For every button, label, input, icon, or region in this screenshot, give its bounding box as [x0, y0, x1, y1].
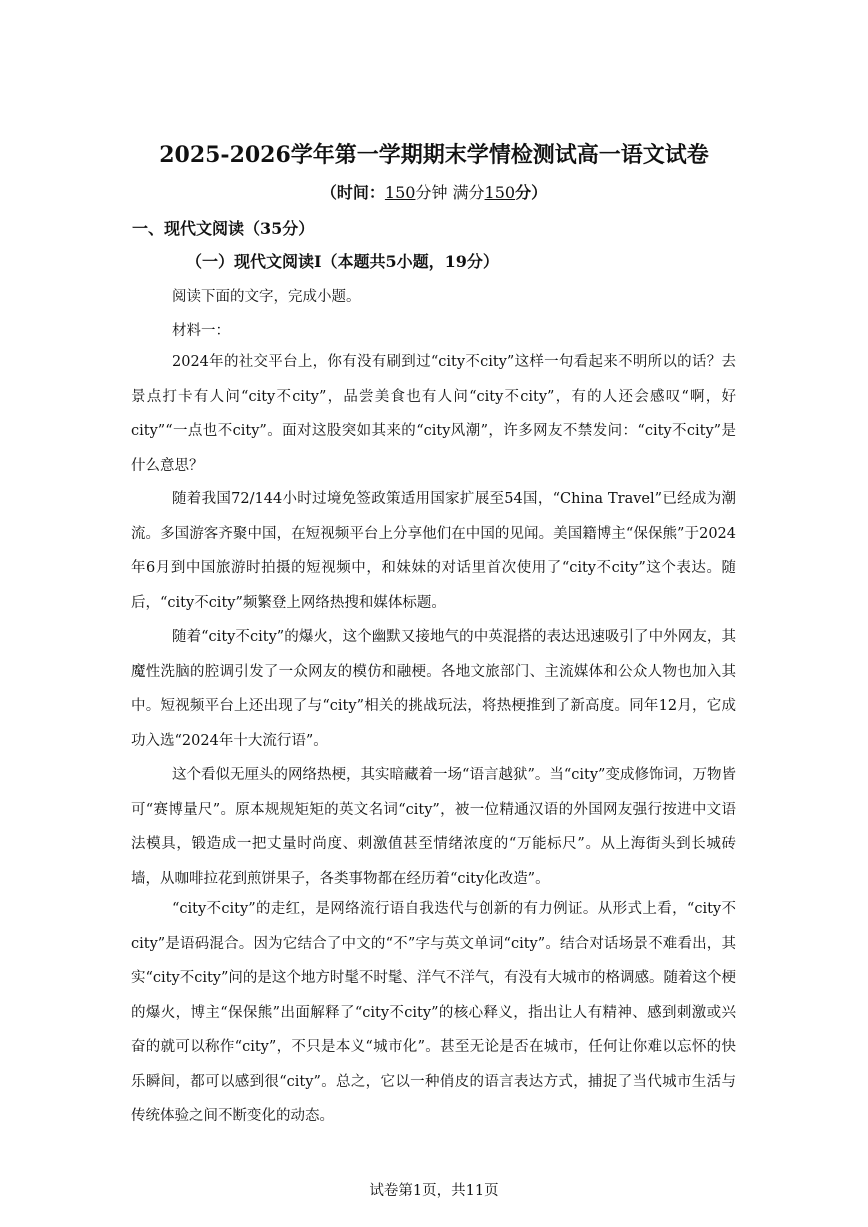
reading-instruction: 阅读下面的文字，完成小题。	[172, 289, 361, 305]
paragraph-2: 随着我国72/144小时过境免签政策适用国家扩展至54国，“China Travel”已经成为潮流。多国游客齐聚中国，在短视频平台上分享他们在中国的见闻。美国籍博主“保保熊”于2024年6月到中国旅游时拍摄的短视频中，和妹妹的对话里首次使用了“city不city”这个表达。随后，“city不city”频繁登上网络热搜和媒体标题。	[131, 491, 736, 611]
paragraph-3: 随着“city不city”的爆火，这个幽默又接地气的中英混搭的表达迅速吸引了中外网友，其魔性洗脑的腔调引发了一众网友的模仿和融梗。各地文旅部门、主流媒体和公众人物也加入其中。短视频平台上还出现了与“city”相关的挑战玩法，将热梗推到了新高度。同年12月，它成功入选“2024年十大流行语”。	[131, 629, 736, 749]
exam-time-and-score	[0, 180, 868, 203]
section-heading: 一、现代文阅读（35分）	[132, 219, 315, 238]
paragraph-1: 2024年的社交平台上，你有没有刷到过“city不city”这样一句看起来不明所以的话？去景点打卡有人问“city不city”，品尝美食也有人问“city不city”，有的人还会感叹“啊，好city”“一点也不city”。面对这股突如其来的“city风潮”，许多网友不禁发问：“city不city”是什么意思？	[131, 354, 736, 474]
material-label: 材料一：	[172, 323, 230, 339]
score-value: 150	[484, 183, 516, 202]
subtitle-prefix: （时间：	[320, 183, 385, 202]
paragraph-5: “city不city”的走红，是网络流行语自我迭代与创新的有力例证。从形式上看，“city不city”是语码混合。因为它结合了中文的“不”字与英文单词“city”。结合对话场景不难看出，其实“city不city”问的是这个地方时髦不时髦、洋气不洋气，有没有大城市的格调感。随着这个梗的爆火，博主“保保熊”出面解释了“city不city”的核心释义，指出让人有精神、感到刺激或兴奋的就可以称作“city”，不只是本义“城市化”。甚至无论是否在城市，任何让你难以忘怀的快乐瞬间，都可以感到很“city”。总之，它以一种俏皮的语言表达方式，捕捉了当代城市生活与传统体验之间不断变化的动态。	[131, 901, 736, 1124]
exam-title: 2025-2026学年第一学期期末学情检测试高一语文试卷	[159, 142, 709, 168]
paragraph-4: 这个看似无厘头的网络热梗，其实暗藏着一场“语言越狱”。当“city”变成修饰词，万物皆可“赛博量尺”。原本规规矩矩的英文名词“city”，被一位精通汉语的外国网友强行按进中文语法模具，锻造成一把丈量时尚度、刺激值甚至情绪浓度的“万能标尺”。从上海街头到长城砖墙，从咖啡拉花到煎饼果子，各类事物都在经历着“city化改造”。	[131, 767, 736, 887]
page-footer: 试卷第1页，共11页	[369, 1183, 499, 1199]
time-value: 150	[384, 183, 416, 202]
time-suffix: 分钟 满分	[415, 183, 485, 202]
score-suffix: 分）	[515, 183, 548, 202]
subsection-heading: （一）现代文阅读I（本题共5小题，19分）	[186, 252, 499, 271]
